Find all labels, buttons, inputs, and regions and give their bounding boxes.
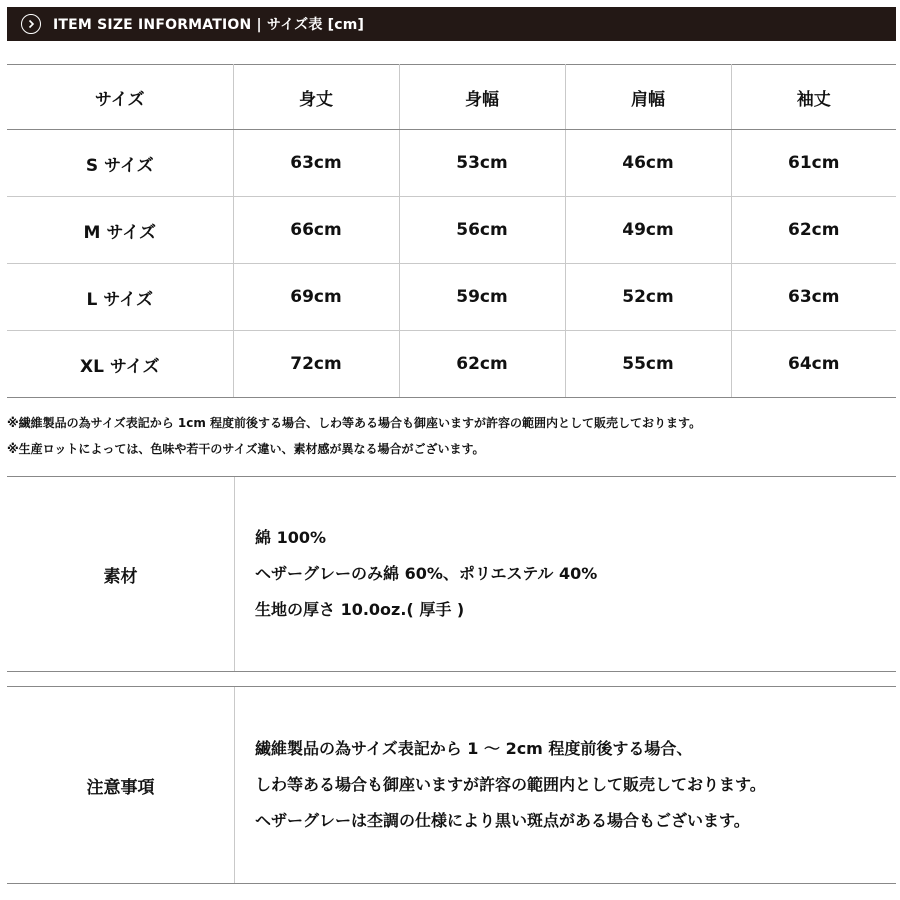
table-row <box>7 264 896 331</box>
size-label-cell: M サイズ <box>7 197 233 264</box>
table-cell: 53cm <box>399 130 565 197</box>
size-label-cell: S サイズ <box>7 130 233 197</box>
table-cell: 63cm <box>233 130 399 197</box>
chevron-right-circle-icon <box>21 14 41 34</box>
notes <box>7 410 900 462</box>
size-table <box>7 64 896 398</box>
table-cell: 62cm <box>399 331 565 398</box>
column-header: サイズ <box>7 65 233 130</box>
caution-line: 繊維製品の為サイズ表記から 1 ～ 2cm 程度前後する場合、 <box>255 739 693 758</box>
table-row <box>7 130 896 197</box>
caution-line: ヘザーグレーは杢調の仕様により黒い斑点がある場合もございます。 <box>255 811 750 830</box>
material-line: 綿 100% <box>255 528 327 547</box>
table-cell: 72cm <box>233 331 399 398</box>
size-label-cell: L サイズ <box>7 264 233 331</box>
table-cell: 55cm <box>565 331 731 398</box>
table-cell: 52cm <box>565 264 731 331</box>
material-line: 生地の厚さ 10.0oz.( 厚手 ) <box>255 600 465 619</box>
table-header-row <box>7 65 896 130</box>
material-line: ヘザーグレーのみ綿 60%、ポリエステル 40% <box>255 564 598 583</box>
material-content <box>235 477 896 671</box>
table-cell: 61cm <box>731 130 896 197</box>
table-cell: 46cm <box>565 130 731 197</box>
table-cell: 64cm <box>731 331 896 398</box>
table-cell: 69cm <box>233 264 399 331</box>
table-cell: 59cm <box>399 264 565 331</box>
column-header: 肩幅 <box>565 65 731 130</box>
column-header: 身幅 <box>399 65 565 130</box>
note-line: ※繊維製品の為サイズ表記から 1cm 程度前後する場合、しわ等ある場合も御座いますが許容の範囲内として販売しております。 <box>7 416 702 430</box>
table-cell: 49cm <box>565 197 731 264</box>
table-row <box>7 197 896 264</box>
note-line: ※生産ロットによっては、色味や若干のサイズ違い、素材感が異なる場合がございます。 <box>7 442 485 456</box>
material-block <box>7 476 896 672</box>
caution-block <box>7 686 896 884</box>
table-cell: 66cm <box>233 197 399 264</box>
caution-content <box>235 687 896 883</box>
column-header: 身丈 <box>233 65 399 130</box>
table-cell: 63cm <box>731 264 896 331</box>
section-header <box>7 7 896 41</box>
material-label: 素材 <box>7 477 235 671</box>
table-cell: 62cm <box>731 197 896 264</box>
header-title: ITEM SIZE INFORMATION | サイズ表 [cm] <box>53 17 365 33</box>
caution-label: 注意事項 <box>7 687 235 883</box>
size-label-cell: XL サイズ <box>7 331 233 398</box>
table-row <box>7 331 896 398</box>
table-cell: 56cm <box>399 197 565 264</box>
caution-line: しわ等ある場合も御座いますが許容の範囲内として販売しております。 <box>255 775 766 794</box>
column-header: 袖丈 <box>731 65 896 130</box>
